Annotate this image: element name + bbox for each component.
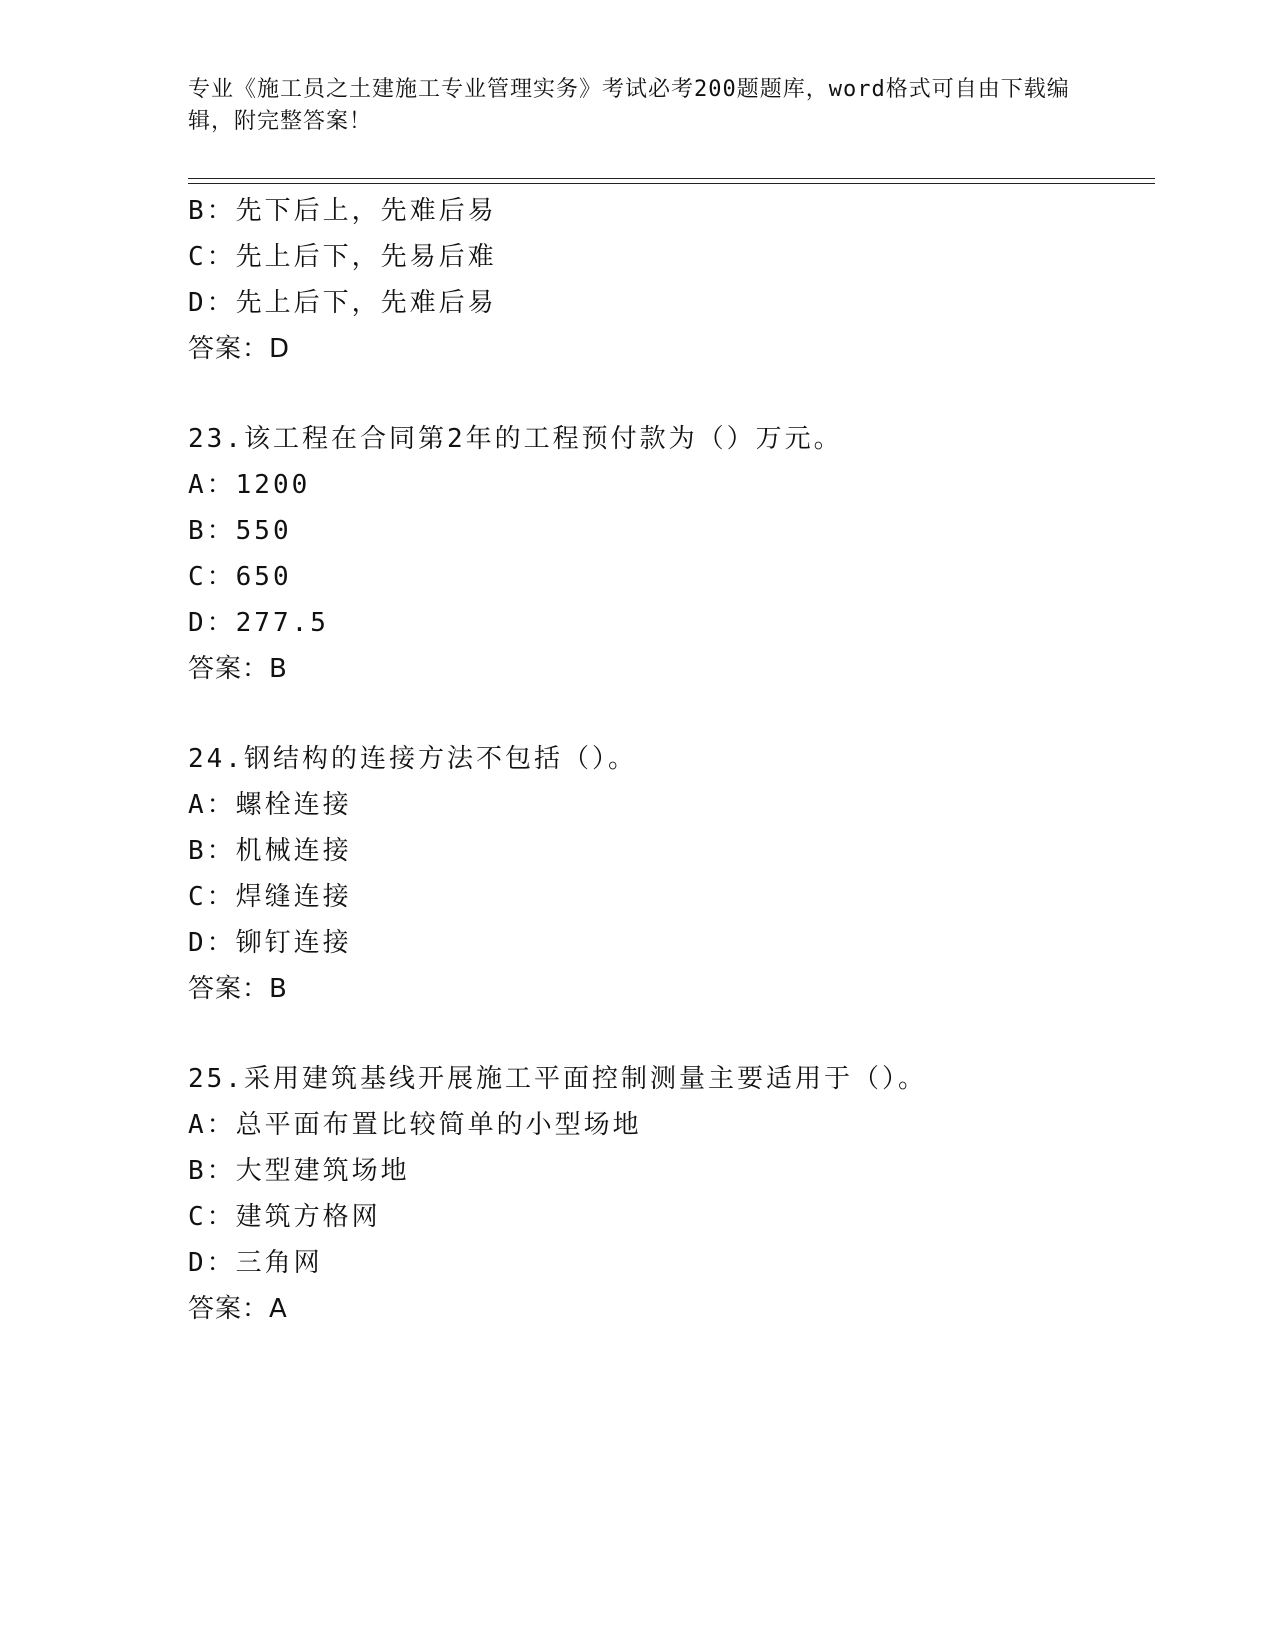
- option-d: D：三角网: [188, 1248, 323, 1278]
- option-a: A：总平面布置比较简单的小型场地: [188, 1110, 642, 1140]
- answer-line: 答案：D: [188, 334, 291, 364]
- option-c: C：焊缝连接: [188, 882, 352, 912]
- document-header: 专业《施工员之土建施工专业管理实务》考试必考200题题库，word格式可自由下载编辑，附完整答案！: [188, 77, 1070, 134]
- option-a: A：1200: [188, 470, 311, 500]
- question-block-24: [188, 736, 1148, 1012]
- question-text: 23.该工程在合同第2年的工程预付款为（）万元。: [188, 424, 843, 454]
- option-d: D：铆钉连接: [188, 928, 352, 958]
- question-text: 25.采用建筑基线开展施工平面控制测量主要适用于（）。: [188, 1064, 927, 1094]
- answer-line: 答案：A: [188, 1294, 288, 1324]
- option-b: B：先下后上，先难后易: [188, 196, 497, 226]
- option-b: B：550: [188, 516, 292, 546]
- question-block-25: [188, 1056, 1148, 1332]
- option-b: B：机械连接: [188, 836, 352, 866]
- header-divider-top: [188, 178, 1155, 179]
- option-c: C：先上后下，先易后难: [188, 242, 497, 272]
- question-block-23: [188, 416, 1148, 692]
- option-c: C：建筑方格网: [188, 1202, 381, 1232]
- header-divider-bottom: [188, 183, 1155, 184]
- option-d: D：277.5: [188, 608, 329, 638]
- answer-line: 答案：B: [188, 974, 288, 1004]
- option-c: C：650: [188, 562, 292, 592]
- question-block-prev: [188, 188, 1148, 372]
- question-list: [188, 188, 1148, 1332]
- option-d: D：先上后下，先难后易: [188, 288, 497, 318]
- question-text: 24.钢结构的连接方法不包括（）。: [188, 744, 637, 774]
- answer-line: 答案：B: [188, 654, 288, 684]
- option-b: B：大型建筑场地: [188, 1156, 410, 1186]
- option-a: A：螺栓连接: [188, 790, 352, 820]
